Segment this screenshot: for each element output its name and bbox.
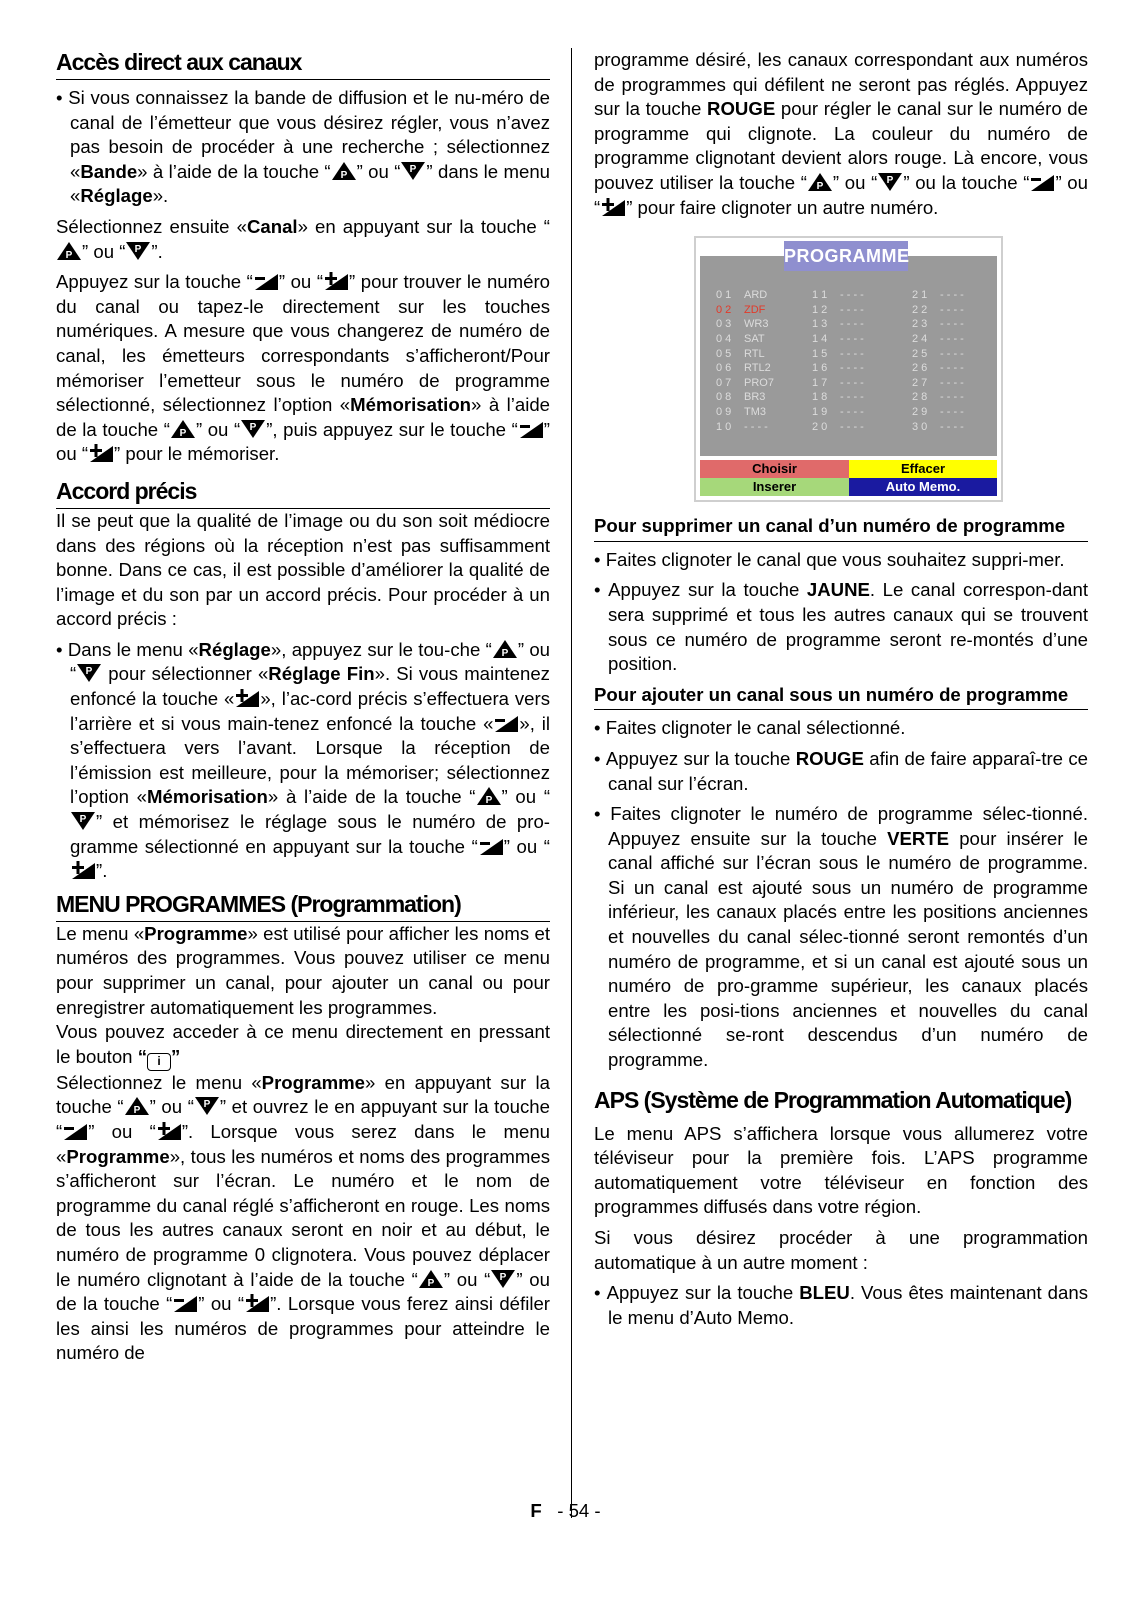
info-button-icon: i — [147, 1053, 171, 1071]
acces-para-memorise: Appuyez sur la touche “ ” ou “ ” pour trouver le numéro du canal ou tapez-le directement sur les touches numériques. A mesure que vous changerez de numéro de canal, les émetteurs correspondants s’afficheront/Pour mémoriser l’emetteur sous le numéro de programme sélectionné, sélectionnez l’option «Mémorisation» à l’aide de la touche “ ” ou “ ”, puis appuyez sur le touche “ ” ou “ ” pour le mémoriser. — [56, 271, 551, 465]
osd-num2-8: 1 9 — [812, 405, 828, 418]
ajout-bullet-3: • Faites clignoter le numéro de programme sélec-tionné. Appuyez ensuite sur la touche VERTE pour insérer le canal affiché sur l’écran sous le numéro de programme. Si un canal est ajouté sous un numéro de programme inférieur, les canaux placés entre les positions anciennes et nouvelles du canal sélec-tionné seront remontés d’un numéro de programme, et si un canal est ajouté sous un numéro de pro-gramme supérieur, les canaux placés entre les posi-tions anciennes et nouvelles du canal sélectionné se-ront descendus d’un numéro de programme. — [594, 803, 1088, 1071]
osd-name3-6: - - - - — [940, 376, 964, 389]
osd-name-2: WR3 — [744, 318, 769, 331]
acces-para-canal: Sélectionnez ensuite «Canal» en appuyant sur la touche “ ” ou “ ”. — [56, 215, 550, 262]
osd-num3-8: 2 9 — [912, 405, 928, 418]
osd-title: PROGRAMME — [784, 241, 908, 271]
osd-red-button-choisir: Choisir — [700, 460, 849, 478]
osd-num2-4: 1 5 — [812, 347, 828, 360]
osd-name2-9: - - - - — [840, 420, 864, 433]
osd-name-4: RTL — [744, 347, 765, 360]
osd-num-8: 0 9 — [716, 405, 732, 418]
osd-num3-5: 2 6 — [912, 362, 928, 375]
p-up-icon — [124, 1096, 150, 1116]
osd-name-1: ZDF — [744, 303, 766, 316]
osd-name3-9: - - - - — [940, 420, 964, 433]
osd-name3-3: - - - - — [940, 332, 964, 345]
osd-num2-6: 1 7 — [812, 376, 828, 389]
osd-num2-7: 1 8 — [812, 391, 828, 404]
osd-name-0: ARD — [744, 289, 768, 302]
heading-supprimer: Pour supprimer un canal d’un numéro de programme — [594, 514, 1088, 542]
osd-name3-8: - - - - — [940, 405, 964, 418]
p-down-icon — [400, 161, 426, 181]
volume-plus-icon — [70, 860, 96, 880]
osd-num3-4: 2 5 — [912, 347, 928, 360]
p-down-icon — [240, 419, 266, 439]
volume-minus-icon — [493, 713, 519, 733]
ajout-bullet-2: • Appuyez sur la touche ROUGE afin de faire apparaî-tre ce canal sur l’écran. — [594, 747, 1088, 794]
osd-num3-7: 2 8 — [912, 391, 928, 404]
osd-name3-1: - - - - — [940, 303, 964, 316]
continuation-para: programme désiré, les canaux correspondant aux numéros de programmes qui défilent ne seront pas réglés. Appuyez sur la touche ROUGE pour régler le canal sur le numéro de programme qui clignote. La couleur du numéro de programme clignotant devient alors rouge. Là encore, vous pouvez utiliser la touche “ ” ou “ ” ou la touche “ ” ou “ ” pour faire clignoter un autre numéro. — [594, 49, 1088, 218]
p-up-icon — [418, 1269, 444, 1289]
osd-name2-7: - - - - — [840, 391, 864, 404]
osd-num3-1: 2 2 — [912, 303, 928, 316]
osd-green-button-inserer: Inserer — [700, 478, 849, 496]
osd-num3-0: 2 1 — [912, 289, 928, 302]
suppr-bullet-2: • Appuyez sur la touche JAUNE. Le canal correspon-dant sera supprimé et tous les autres canaux qui se trouvent sous ce numéro de programme seront re-montés d’une position. — [594, 579, 1089, 675]
heading-ajouter: Pour ajouter un canal sous un numéro de programme — [594, 683, 1088, 711]
volume-minus-icon — [518, 419, 544, 439]
osd-num3-6: 2 7 — [912, 376, 928, 389]
heading-aps: APS (Système de Programmation Automatique) — [594, 1086, 1072, 1113]
programme-menu-screenshot — [694, 236, 1003, 502]
menu-para-2: Vous pouvez acceder à ce menu directement en pressant le bouton “ i ” — [56, 1020, 550, 1071]
osd-name3-4: - - - - — [940, 347, 964, 360]
suppr-bullet-1: • Faites clignoter le canal que vous souhaitez suppri-mer. — [594, 548, 1065, 570]
volume-plus-icon — [156, 1121, 182, 1141]
heading-accord-precis: Accord précis — [56, 477, 550, 509]
accord-intro: Il se peut que la qualité de l’image ou du son soit médiocre dans des régions où la réception n’est pas suffisamment bonne. Dans ce cas, il est possible d’améliorer la qualité de l’image et du son par un accord précis. Pour procéder à un accord précis : — [56, 509, 550, 630]
osd-num-6: 0 7 — [716, 376, 732, 389]
p-up-icon — [476, 786, 502, 806]
acces-bullet: • Si vous connaissez la bande de diffusion et le nu-méro de canal de l’émetteur que vous désirez régler, vous n’avez pas besoin de procéder à une recherche ; sélectionnez «Bande» à l’aide de la touche “ ” ou “ ” dans le menu «Réglage». — [56, 87, 551, 207]
osd-name-9: - - - - — [744, 420, 768, 433]
osd-num-9: 1 0 — [716, 420, 732, 433]
osd-num2-0: 1 1 — [812, 289, 828, 302]
p-down-icon — [877, 172, 903, 192]
osd-name-5: RTL2 — [744, 362, 771, 375]
osd-num2-3: 1 4 — [812, 332, 828, 345]
ajout-bullet-1: • Faites clignoter le canal sélectionné. — [594, 717, 906, 739]
osd-name2-2: - - - - — [840, 318, 864, 331]
page-footer: F - 54 - — [530, 1500, 601, 1521]
volume-plus-icon — [600, 197, 626, 217]
osd-name2-5: - - - - — [840, 362, 864, 375]
osd-name3-2: - - - - — [940, 318, 964, 331]
left-column — [56, 48, 550, 1366]
osd-name2-1: - - - - — [840, 303, 864, 316]
osd-num-7: 0 8 — [716, 391, 732, 404]
osd-blue-button-auto-memo: Auto Memo. — [849, 478, 997, 496]
osd-num-3: 0 4 — [716, 332, 732, 345]
osd-num3-3: 2 4 — [912, 332, 928, 345]
volume-plus-icon — [323, 271, 349, 291]
osd-name-7: BR3 — [744, 391, 766, 404]
osd-num2-2: 1 3 — [812, 318, 828, 331]
menu-para-3: Sélectionnez le menu «Programme» en appuyant sur la touche “ ” ou “ ” et ouvrez le en appuyant sur la touche “ ” ou “ ”. Lorsque vous serez dans le menu «Programme», tous les numéros et noms des programmes s’afficheront sur l’écran. Le numéro et le nom de programme du canal réglé s’afficheront en rouge. Les noms de tous les autres canaux seront en noir et au début, le numéro de programme 0 clignotera. Vous pouvez déplacer le numéro clignotant à l’aide de la touche “ ” ou “ ” ou de la touche “ ” ou “ ”. Lorsque vous ferez ainsi défiler les ainsi les numéros de programmes pour atteindre le numéro de — [56, 1071, 551, 1364]
osd-name3-5: - - - - — [940, 362, 964, 375]
osd-num2-1: 1 2 — [812, 303, 828, 316]
osd-num2-5: 1 6 — [812, 362, 828, 375]
osd-num-5: 0 6 — [716, 362, 732, 375]
volume-minus-icon — [172, 1293, 198, 1313]
volume-minus-icon — [62, 1121, 88, 1141]
heading-acces-direct: Accès direct aux canaux — [56, 48, 550, 80]
osd-name-8: TM3 — [744, 405, 766, 418]
heading-menu-programmes: MENU PROGRAMMES (Programmation) — [56, 890, 550, 922]
osd-name-6: PRO7 — [744, 376, 774, 389]
volume-minus-icon — [1029, 172, 1055, 192]
osd-name2-6: - - - - — [840, 376, 864, 389]
volume-minus-icon — [478, 836, 504, 856]
p-up-icon — [807, 172, 833, 192]
p-down-icon — [70, 811, 96, 831]
osd-yellow-button-effacer: Effacer — [849, 460, 997, 478]
p-down-icon — [125, 241, 151, 261]
p-down-icon — [76, 663, 102, 683]
p-up-icon — [492, 639, 518, 659]
volume-plus-icon — [244, 1293, 270, 1313]
osd-name3-7: - - - - — [940, 391, 964, 404]
osd-num-2: 0 3 — [716, 318, 732, 331]
volume-minus-icon — [253, 271, 279, 291]
osd-num2-9: 2 0 — [812, 420, 828, 433]
osd-num-0: 0 1 — [716, 289, 732, 302]
osd-name-3: SAT — [744, 332, 765, 345]
osd-num3-2: 2 3 — [912, 318, 928, 331]
aps-para-2: Si vous désirez procéder à une programmation automatique à un autre moment : — [594, 1227, 1088, 1273]
osd-num-4: 0 5 — [716, 347, 732, 360]
osd-num3-9: 3 0 — [912, 420, 928, 433]
accord-bullet: • Dans le menu «Réglage», appuyez sur le tou-che “ ” ou “ pour sélectionner «Réglage Fin». Si vous maintenez enfoncé la touche « », l’ac-cord précis s’effectuera vers l’arrière et si vous main-tenez enfoncé la touche « », il s’effectuera vers l’avant. Lorsque la réception de l’émission est meilleure, pour la mémoriser; sélectionnez l’option «Mémorisation» à l’aide de la touche “ ” ou “ ” et mémorisez le réglage sous le numéro de pro-gramme sélectionné en appuyant sur la touche “ ” ou “ ”. — [56, 638, 551, 882]
osd-name2-0: - - - - — [840, 289, 864, 302]
aps-bullet: • Appuyez sur la touche BLEU. Vous êtes maintenant dans le menu d’Auto Memo. — [594, 1282, 1088, 1328]
p-up-icon — [56, 241, 82, 261]
osd-name2-3: - - - - — [840, 332, 864, 345]
right-column — [594, 48, 1088, 1330]
page-number: - 54 - — [557, 1500, 601, 1521]
p-down-icon — [490, 1269, 516, 1289]
menu-para-1: Le menu «Programme» est utilisé pour afficher les noms et numéros des programmes. Vous pouvez utiliser ce menu pour supprimer un canal, pour ajouter un canal ou pour enregistrer automatiquement les programmes. — [56, 922, 550, 1018]
aps-para-1: Le menu APS s’affichera lorsque vous allumerez votre téléviseur pour la première fois. L’APS programme automatiquement votre téléviseur en fonction des programmes diffusés dans votre région. — [594, 1122, 1088, 1218]
osd-name3-0: - - - - — [940, 289, 964, 302]
p-down-icon — [194, 1096, 220, 1116]
volume-plus-icon — [234, 688, 260, 708]
p-up-icon — [331, 161, 357, 181]
column-divider — [571, 48, 572, 1518]
p-up-icon — [170, 419, 196, 439]
osd-num-1: 0 2 — [716, 303, 732, 316]
volume-plus-icon — [88, 443, 114, 463]
osd-name2-8: - - - - — [840, 405, 864, 418]
osd-name2-4: - - - - — [840, 347, 864, 360]
